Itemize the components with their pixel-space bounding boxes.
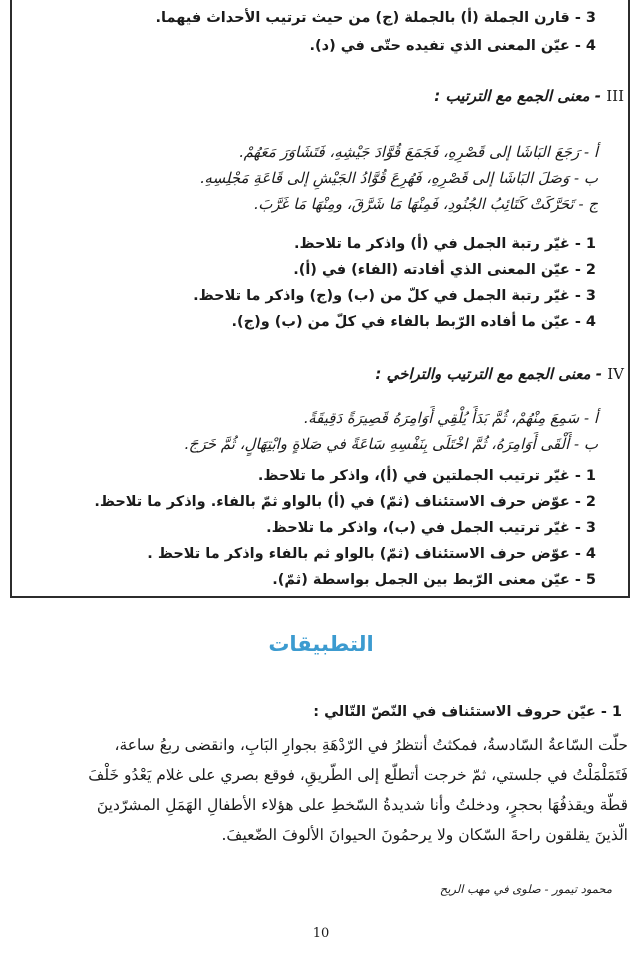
passage-line: الّذينَ يقلقون راحةَ السّكان ولا يرحمُونَ الحيوانَ الألوفَ الضّعيفَ.	[221, 826, 628, 844]
section-iii-numeral: III	[606, 87, 624, 105]
question-4: 4 - عيّن المعنى الذي تفيده حتّى في (د).	[309, 38, 596, 54]
question-4: 4 - عوّض حرف الاستئناف (ثمّ) بالواو ثم بالفاء واذكر ما تلاحظ .	[147, 546, 596, 562]
page-number: 10	[312, 926, 330, 941]
applications-title: التطبيقات	[268, 632, 374, 656]
section-iv-title: معنى الجمع مع الترتيب والتراخي :	[375, 365, 591, 383]
question-4: 4 - عيّن ما أفاده الرّبط بالفاء في كلّ من (ب) و(ج).	[231, 314, 596, 330]
section-iii-title: معنى الجمع مع الترتيب :	[434, 87, 590, 105]
example-b: ب - وَصَلَ البَاشَا إلى قَصْرِهِ، فَهُرِعَ قُوَّادُ الجَيْشِ إلى قَاعَةِ مَجْلِسِهِ.	[199, 169, 598, 187]
example-c: ج - تَحَرَّكَتْ كَتَائِبُ الجُنُودِ، فَمِنْهَا مَا شَرَّقَ، ومِنْهَا مَا غَرَّبَ.	[253, 195, 598, 213]
example-a: أ - سَمِعَ مِنْهُمْ، ثُمَّ بَدَأَ يُلْقِي أَوَامِرَهُ قَصِيرَةً دَقِيقَةً.	[303, 409, 598, 427]
passage-line: حلّت السّاعةُ السّادسةُ، فمكثتُ أنتظرُ في الرّدْهَةِ بجوارِ البَابِ، وانقضى ربعُ ساعة،	[114, 736, 628, 754]
section-iv-numeral: IV	[607, 365, 624, 383]
example-a: أ - رَجَعَ البَاشَا إلى قَصْرِهِ، فَجَمَعَ قُوَّادَ جَيْشِهِ، فَتَشَاوَرَ مَعَهُمْ.	[238, 143, 598, 161]
application-instruction: 1 - عيّن حروف الاستئناف في النّصّ التّالي :	[313, 704, 622, 720]
question-5: 5 - عيّن معنى الرّبط بين الجمل بواسطة (ثمّ).	[272, 572, 596, 588]
passage-source: محمود تيمور - صلوى في مهب الريح	[439, 882, 612, 896]
question-1: 1 - غيّر رتبة الجمل في (أ) واذكر ما تلاحظ.	[293, 236, 596, 252]
question-3: 3 - غيّر رتبة الجمل في كلّ من (ب) و(ج) واذكر ما تلاحظ.	[193, 288, 596, 304]
section-iii-heading: III - معنى الجمع مع الترتيب :	[434, 87, 624, 105]
question-1: 1 - غيّر ترتيب الجملتين في (أ)، واذكر ما تلاحظ.	[257, 468, 596, 484]
question-3: 3 - غيّر ترتيب الجمل في (ب)، واذكر ما تلاحظ.	[266, 520, 596, 536]
passage-line: قطّة ويقذفُهَا بحجرٍ، ودخلتُ وأنا شديدةُ السّخطِ على هؤلاء الأطفالِ الهَمَلِ المشرّدينَ	[96, 796, 628, 814]
example-b: ب - أَلْقَى أَوَامِرَهُ، ثُمَّ اخْتَلَى بِنَفْسِهِ سَاعَةً في صَلاةٍ وابْتِهَالٍ، ثُمَّ خَرَجَ.	[184, 435, 598, 453]
section-iv-heading: IV - معنى الجمع مع الترتيب والتراخي :	[375, 365, 624, 383]
passage-line: فَتَمَلْمَلْتُ في جلستي، ثمّ خرجت أتطلّع إلى الطّريقِ، فوقع بصري على غلام يَعْدُو خَلْفَ	[88, 766, 628, 784]
question-2: 2 - عيّن المعنى الذي أفادته (الفاء) في (أ).	[293, 262, 596, 278]
question-2: 2 - عوّض حرف الاستئناف (ثمّ) في (أ) بالواو ثمّ بالفاء. واذكر ما تلاحظ.	[94, 494, 596, 510]
question-3: 3 - قارن الجملة (أ) بالجملة (ج) من حيث ترتيب الأحداث فيهما.	[155, 10, 596, 26]
